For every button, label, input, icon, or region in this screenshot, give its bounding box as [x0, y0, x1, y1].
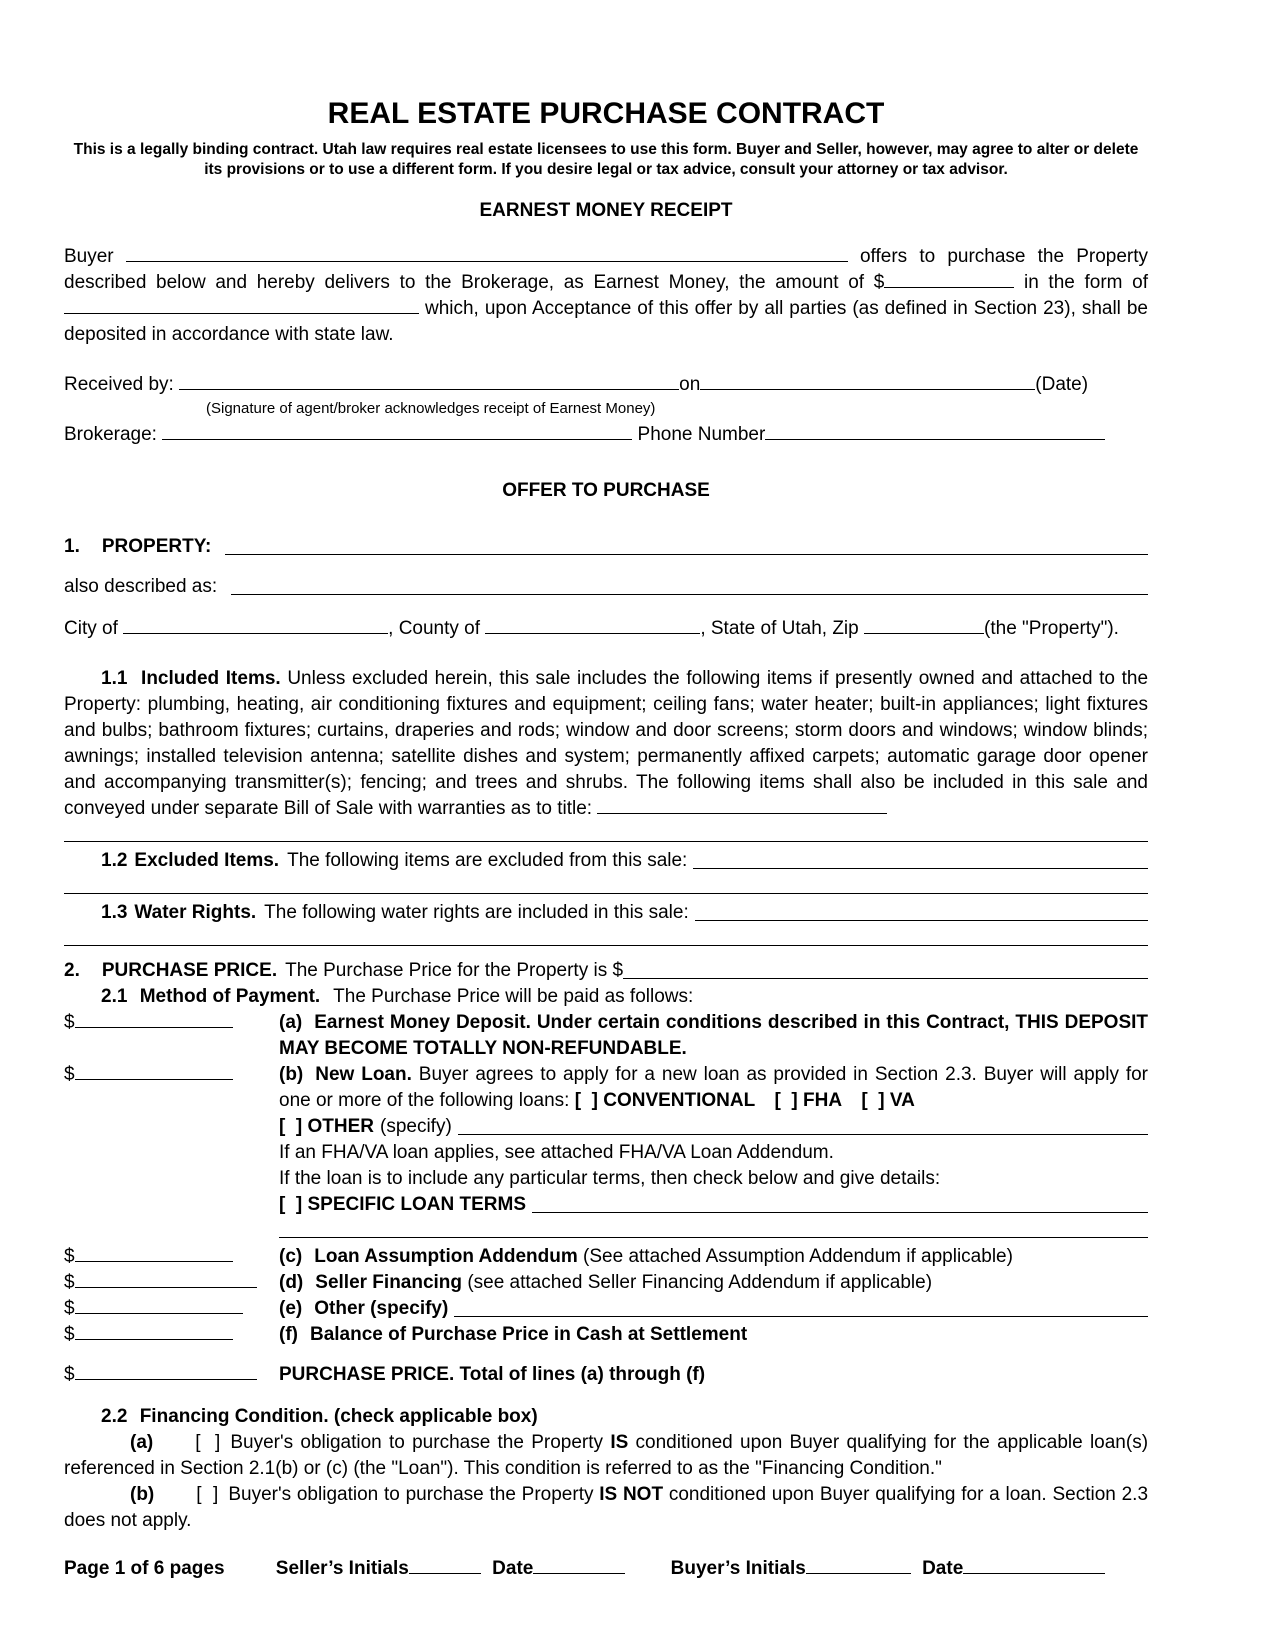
received-date-field[interactable] — [700, 375, 1035, 390]
payment-desc-d — [279, 1270, 1148, 1296]
seller-date-field[interactable] — [533, 1559, 625, 1574]
brokerage-phone-field[interactable] — [765, 425, 1105, 440]
financing-condition-heading — [64, 1404, 1148, 1430]
document-title: REAL ESTATE PURCHASE CONTRACT — [327, 97, 885, 130]
purchase-price-line — [64, 958, 1148, 984]
excluded-items-title: Excluded Items. — [134, 850, 280, 871]
excluded-items-body: The following items are excluded from this sale: — [287, 850, 688, 871]
form-of-text: in the form of — [1023, 272, 1148, 293]
buyer-date-label: Date — [922, 1558, 964, 1579]
received-by-line — [64, 372, 1148, 398]
water-rights-field[interactable] — [695, 900, 1148, 921]
payment-amount-c — [64, 1244, 279, 1270]
property-description-field[interactable] — [225, 534, 1148, 555]
payment-desc-b — [279, 1062, 1148, 1244]
offer-to-purchase-heading: OFFER TO PURCHASE — [502, 480, 710, 501]
other-method-specify-field[interactable] — [454, 1296, 1148, 1317]
dollar-sign: $ — [64, 1246, 75, 1267]
page-number-label: Page 1 of 6 pages — [64, 1558, 225, 1579]
other-loan-checkbox[interactable]: [ ] OTHER — [279, 1116, 374, 1137]
dollar-sign: $ — [64, 1364, 75, 1385]
city-field[interactable] — [123, 619, 388, 634]
payment-desc-c — [279, 1244, 1148, 1270]
earnest-money-paragraph — [64, 244, 1148, 348]
purchase-price-title: PURCHASE PRICE. — [101, 960, 278, 981]
dollar-sign: $ — [64, 1298, 75, 1319]
row-a-text: Earnest Money Deposit. Under certain conditions described in this Contract, THIS DEPOSIT MAY BECOME TOTALLY NON-REFUNDABLE. — [279, 1012, 1148, 1059]
method-of-payment-title: Method of Payment. — [139, 986, 321, 1007]
amount-d-field[interactable] — [75, 1273, 257, 1288]
received-by-signature-field[interactable] — [179, 375, 679, 390]
row-e-label: (e) — [279, 1298, 303, 1319]
payment-row-f — [64, 1322, 1148, 1348]
loan-terms-note: If the loan is to include any particular terms, then check below and give details: — [279, 1168, 941, 1189]
also-described-line — [64, 574, 1148, 600]
item-b-text-after: conditioned upon Buyer qualifying for a loan. Section 2.3 does not apply. — [64, 1484, 1149, 1531]
item-a-label: (a) — [130, 1432, 154, 1453]
new-loan-body: Buyer agrees to apply for a new loan as provided in Section 2.3. Buyer will apply for one or more of the following loans: — [279, 1064, 1149, 1111]
row-d-label: (d) — [279, 1272, 304, 1293]
purchase-price-field[interactable] — [623, 958, 1148, 979]
buyer-initials-label: Buyer’s Initials — [670, 1558, 806, 1579]
phone-number-label: Phone Number — [637, 424, 766, 445]
page-footer — [64, 1556, 1148, 1582]
earnest-money-form-field[interactable] — [64, 299, 419, 314]
other-method-title: Other (specify) — [314, 1298, 449, 1319]
amount-c-field[interactable] — [75, 1247, 233, 1262]
loan-assumption-note: (See attached Assumption Addendum if applicable) — [583, 1246, 1013, 1267]
row-c-label: (c) — [279, 1246, 303, 1267]
financing-condition-b-checkbox[interactable]: [ ] — [196, 1484, 219, 1505]
section-1-3-number: 1.3 — [101, 902, 128, 923]
amount-f-field[interactable] — [75, 1325, 233, 1340]
item-a-emphasis: IS — [610, 1432, 629, 1453]
financing-condition-item-b — [64, 1482, 1148, 1534]
method-of-payment-body: The Purchase Price will be paid as follows: — [333, 986, 694, 1007]
amount-b-field[interactable] — [75, 1065, 233, 1080]
financing-condition-a-checkbox[interactable]: [ ] — [195, 1432, 221, 1453]
item-b-emphasis: IS NOT — [599, 1484, 664, 1505]
bill-of-sale-items-field-line2[interactable] — [64, 822, 1148, 842]
payment-amount-f — [64, 1322, 279, 1348]
other-method-line — [279, 1296, 1148, 1322]
signature-note: (Signature of agent/broker acknowledges receipt of Earnest Money) — [206, 400, 656, 417]
specific-loan-terms-line — [279, 1192, 1148, 1218]
item-a-text-before: Buyer's obligation to purchase the Property — [230, 1432, 604, 1453]
earnest-money-deposit-text — [279, 1010, 1148, 1062]
also-described-field[interactable] — [231, 574, 1148, 595]
item-a-text-after: conditioned upon Buyer qualifying for the applicable loan(s) referenced in Section 2.1(b) or (c) (the "Loan"). This condition is referred to as the "Financing Condition." — [64, 1432, 1149, 1479]
property-line — [64, 534, 1148, 560]
payment-amount-d — [64, 1270, 279, 1296]
row-b-label: (b) — [279, 1064, 304, 1085]
payment-row-d — [64, 1270, 1148, 1296]
bill-of-sale-items-field[interactable] — [597, 799, 887, 814]
payment-desc-e — [279, 1296, 1148, 1322]
item-b-label: (b) — [130, 1484, 155, 1505]
specific-loan-terms-checkbox[interactable]: [ ] SPECIFIC LOAN TERMS — [279, 1194, 526, 1215]
payment-row-c — [64, 1244, 1148, 1270]
fha-va-note: If an FHA/VA loan applies, see attached FHA/VA Loan Addendum. — [279, 1142, 834, 1163]
seller-initials-field[interactable] — [409, 1559, 481, 1574]
property-suffix: (the "Property"). — [984, 618, 1119, 639]
brokerage-name-field[interactable] — [162, 425, 632, 440]
fha-checkbox[interactable]: [ ] FHA — [774, 1090, 843, 1111]
seller-date-label: Date — [492, 1558, 534, 1579]
county-field[interactable] — [485, 619, 700, 634]
other-loan-line — [279, 1114, 1148, 1140]
buyer-label: Buyer — [64, 246, 114, 267]
va-checkbox[interactable]: [ ] VA — [861, 1090, 915, 1111]
item-b-text-before: Buyer's obligation to purchase the Property — [228, 1484, 594, 1505]
balance-text — [279, 1322, 1148, 1348]
other-specify-label: (specify) — [380, 1116, 452, 1137]
financing-condition-title: Financing Condition. (check applicable box) — [139, 1406, 538, 1427]
conventional-checkbox[interactable]: [ ] CONVENTIONAL — [574, 1090, 756, 1111]
payment-desc-f — [279, 1322, 1148, 1348]
water-rights-body: The following water rights are included in this sale: — [264, 902, 689, 923]
specific-loan-terms-field[interactable] — [532, 1192, 1148, 1213]
received-by-label: Received by: — [64, 374, 174, 395]
balance-title: Balance of Purchase Price in Cash at Settlement — [309, 1324, 748, 1345]
included-items-body: Unless excluded herein, this sale includes the following items if presently owned and attached to the Property: plumbing, heating, air conditioning fixtures and equipment; ceiling fans; water heater; built-in appliances; light fixtures and bulbs; bathroom fixtures; curtains, draperies and rods; window and door screens; storm doors and windows; window blinds; awnings; installed television antenna; satellite dishes and system; permanently affixed carpets; automatic garage door opener and accompanying transmitter(s); fencing; and trees and shrubs. The following items shall also be included in this sale and conveyed under separate Bill of Sale with warranties as to title: — [64, 668, 1149, 819]
specific-loan-terms-field-line2[interactable] — [279, 1218, 1148, 1238]
amount-total-field[interactable] — [75, 1365, 257, 1380]
purchase-price-total-text: PURCHASE PRICE. Total of lines (a) through (f) — [279, 1364, 706, 1385]
purchase-price-body: The Purchase Price for the Property is $ — [285, 960, 624, 981]
section-2-1-number: 2.1 — [101, 986, 128, 1007]
included-items-title: Included Items. — [141, 668, 281, 689]
dollar-sign: $ — [64, 1272, 75, 1293]
section-2-2-number: 2.2 — [101, 1406, 128, 1427]
buyer-date-field[interactable] — [963, 1559, 1105, 1574]
city-label: City of — [64, 618, 118, 639]
payment-amount-a — [64, 1010, 279, 1062]
buyer-name-field[interactable] — [126, 247, 848, 262]
county-label: , County of — [388, 618, 481, 639]
legal-disclaimer: This is a legally binding contract. Utah law requires real estate licensees to use this form. Buyer and Seller, however, may agree to alter or delete its provisions or to use a different form. If you desire legal or tax advice, consult your attorney or tax advisor. — [73, 141, 1139, 178]
state-zip-label: , State of Utah, Zip — [700, 618, 859, 639]
payment-amount-e — [64, 1296, 279, 1322]
row-a-label: (a) — [279, 1012, 303, 1033]
payment-desc-a — [279, 1010, 1148, 1062]
loan-assumption-title: Loan Assumption Addendum — [314, 1246, 578, 1267]
brokerage-label: Brokerage: — [64, 424, 157, 445]
method-of-payment-line — [64, 984, 1148, 1010]
section-1-2-number: 1.2 — [101, 850, 128, 871]
also-described-label: also described as: — [64, 576, 218, 597]
seller-financing-text — [279, 1270, 1148, 1296]
excluded-items-field[interactable] — [693, 848, 1148, 869]
new-loan-text — [279, 1062, 1148, 1114]
seller-financing-note: (see attached Seller Financing Addendum if applicable) — [467, 1272, 933, 1293]
brokerage-line — [64, 422, 1148, 448]
earnest-money-receipt-heading: EARNEST MONEY RECEIPT — [479, 200, 733, 221]
new-loan-title: New Loan. — [315, 1064, 412, 1085]
earnest-money-amount-field[interactable] — [884, 273, 1014, 288]
included-items-paragraph — [64, 666, 1148, 822]
payment-row-e — [64, 1296, 1148, 1322]
city-county-line — [64, 616, 1148, 642]
property-label: PROPERTY: — [101, 536, 212, 557]
section-1-1-number: 1.1 — [101, 668, 128, 689]
payment-amount-total — [64, 1362, 279, 1388]
seller-initials-label: Seller’s Initials — [275, 1558, 409, 1579]
financing-condition-item-a — [64, 1430, 1148, 1482]
dollar-sign: $ — [64, 1324, 75, 1345]
zip-field[interactable] — [864, 619, 984, 634]
section-1-number: 1. — [64, 536, 80, 557]
amount-a-field[interactable] — [75, 1013, 233, 1028]
deposit-text: which, upon Acceptance of this offer by all parties (as defined in Section 23), shall be deposited in accordance with state law. — [64, 298, 1149, 345]
dollar-sign: $ — [64, 1064, 75, 1085]
water-rights-field-line2[interactable] — [64, 926, 1148, 946]
amount-e-field[interactable] — [75, 1299, 243, 1314]
payment-amount-b — [64, 1062, 279, 1244]
date-label: (Date) — [1035, 374, 1089, 395]
payment-row-b — [64, 1062, 1148, 1244]
payment-row-total — [64, 1362, 1148, 1388]
water-rights-title: Water Rights. — [134, 902, 257, 923]
water-rights-line — [64, 900, 1148, 926]
seller-financing-title: Seller Financing — [315, 1272, 463, 1293]
loan-assumption-text — [279, 1244, 1148, 1270]
excluded-items-line — [64, 848, 1148, 874]
payment-desc-total — [279, 1362, 1148, 1388]
buyer-initials-field[interactable] — [806, 1559, 911, 1574]
offer-text: offers to purchase the Property described below and hereby delivers to the Brokerage, as Earnest Money, the amount of $ — [64, 246, 1149, 293]
on-label: on — [679, 374, 701, 395]
dollar-sign: $ — [64, 1012, 75, 1033]
payment-row-a — [64, 1010, 1148, 1062]
excluded-items-field-line2[interactable] — [64, 874, 1148, 894]
section-2-number: 2. — [64, 960, 80, 981]
row-f-label: (f) — [279, 1324, 298, 1345]
other-loan-specify-field[interactable] — [458, 1114, 1148, 1135]
